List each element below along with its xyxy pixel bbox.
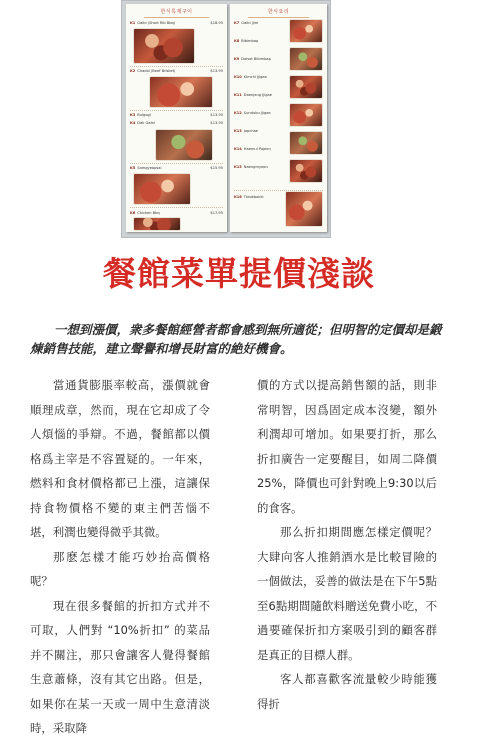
menu-item-code: K1 bbox=[130, 21, 136, 25]
menu-item bbox=[130, 112, 223, 118]
menu-item bbox=[234, 194, 287, 200]
menu-item-code: K7 bbox=[234, 21, 240, 25]
menu-item-name: Chadol (Beef Brisket) bbox=[137, 69, 176, 73]
menu-item-name: Haemul Pajeon bbox=[243, 147, 271, 151]
menu-item bbox=[130, 68, 223, 74]
menu-heading-left bbox=[126, 8, 227, 18]
menu-page-left bbox=[126, 4, 227, 232]
paragraph: 現在很多餐館的折扣方式并不可取，人們對 “10%折扣” 的菜品并不關注，那只會讓客人覺得餐館生意蕭條，沒有其它出路。但是，如果你在某一天或一周中生意清淡時，采取降 bbox=[30, 598, 210, 735]
food-photo bbox=[290, 132, 322, 154]
food-photo bbox=[290, 48, 322, 70]
menu-item-name: Chicken Bbq bbox=[137, 211, 160, 215]
menu-item-name: Japchae bbox=[243, 129, 259, 133]
menu-item-name: Dolsot Bibimbap bbox=[241, 57, 271, 61]
menu-item bbox=[234, 74, 287, 80]
article-title: 餐館菜單提價淺談 bbox=[103, 254, 375, 293]
paragraph: 客人都喜歡客流量較少時能獲得折 bbox=[257, 672, 437, 711]
food-photo bbox=[290, 160, 322, 182]
menu-item-price: $13.95 bbox=[210, 69, 223, 73]
menu-item-code: K15 bbox=[234, 165, 242, 169]
menu-item-name: Galbi Jjim bbox=[241, 21, 259, 25]
menu-photo bbox=[121, 0, 331, 238]
menu-item-code: K4 bbox=[130, 121, 136, 125]
menu-item-name: Samgyeopsal bbox=[137, 166, 162, 170]
food-photo bbox=[290, 20, 322, 42]
menu-item bbox=[234, 38, 287, 44]
menu-item bbox=[234, 128, 287, 134]
menu-item-name: Sundubu Jjigae bbox=[243, 111, 271, 115]
paragraph: 那么折扣期間應怎樣定價呢？大肆向客人推銷酒水是比較冒險的一個做法，妥善的做法是在下午5點至6點期間隨飲料贈送免費小吃，不過要確保折扣方案吸引到的顧客群是真正的目標人群。 bbox=[257, 525, 437, 662]
menu-item bbox=[130, 20, 223, 26]
menu-item-price: $13.95 bbox=[210, 121, 223, 125]
menu-item-name: Doenjang Jjigae bbox=[243, 93, 272, 97]
food-photo bbox=[290, 76, 322, 98]
menu-item bbox=[234, 164, 287, 170]
menu-item-code: K13 bbox=[234, 129, 242, 133]
menu-item-name: Kimchi Jjigae bbox=[243, 75, 267, 79]
paragraph: 當通貨膨脹率較高，漲價就會順理成章，然而，現在它却成了令人煩惱的爭辯。不過，餐館都以價格爲主宰是不容置疑的。一年來，燃料和食材價格都已上漲，這讓保持食物價格不變的東主們苦惱不堪，利潤也變得微乎其微。 bbox=[30, 378, 210, 539]
menu-item-name: Bibimbap bbox=[241, 39, 259, 43]
food-photo bbox=[134, 174, 190, 204]
menu-item-code: K6 bbox=[130, 211, 136, 215]
paragraph: 那麽怎樣才能巧妙抬高價格呢？ bbox=[30, 549, 210, 588]
article-lead: 一想到漲價，衆多餐館經營者都會感到無所適從；但明智的定價却是鍛煉銷售技能，建立聲譽和增長財富的絶好機會。 bbox=[30, 322, 442, 356]
menu-item-name: Dak Galbi bbox=[137, 121, 155, 125]
menu-item bbox=[130, 165, 223, 171]
food-photo bbox=[134, 29, 194, 63]
menu-item-code: K10 bbox=[234, 75, 242, 79]
menu-item bbox=[234, 20, 287, 26]
menu-item-name: Bulgogi bbox=[137, 113, 151, 117]
menu-item-price: $13.95 bbox=[210, 113, 223, 117]
menu-item-price: $15.95 bbox=[210, 166, 223, 170]
menu-heading-text: 한식요리 bbox=[267, 9, 290, 15]
menu-item-code: K16 bbox=[234, 195, 242, 199]
menu-item bbox=[234, 146, 287, 152]
menu-heading-text: 한식특제구이 bbox=[160, 9, 193, 15]
menu-item-code: K12 bbox=[234, 111, 242, 115]
menu-item-code: K3 bbox=[130, 113, 136, 117]
menu-item-code: K5 bbox=[130, 166, 136, 170]
food-photo bbox=[156, 130, 212, 160]
food-photo bbox=[150, 77, 212, 107]
menu-item-code: K2 bbox=[130, 69, 136, 73]
food-photo bbox=[290, 104, 322, 126]
menu-item-price: $17.95 bbox=[210, 211, 223, 215]
body-column-right bbox=[257, 373, 437, 716]
body-column-left bbox=[30, 373, 210, 741]
menu-item-code: K9 bbox=[234, 57, 240, 61]
menu-item bbox=[130, 120, 223, 126]
menu-item bbox=[234, 56, 287, 62]
menu-page-right bbox=[230, 4, 327, 232]
paragraph: 價的方式以提高銷售額的話，則非常明智，因爲固定成本沒變，額外利潤却可增加。如果要打折，那么折扣廣告一定要醒目，如周二降價25%，降價也可針對晚上9:30以后的食客。 bbox=[257, 378, 437, 515]
menu-item-name: Naengmyeon bbox=[243, 165, 268, 169]
food-photo bbox=[286, 192, 322, 226]
menu-item-code: K8 bbox=[234, 39, 240, 43]
food-photo bbox=[134, 218, 180, 230]
menu-item-code: K14 bbox=[234, 147, 242, 151]
menu-item-name: Tteokbokki bbox=[243, 195, 264, 199]
menu-item bbox=[234, 92, 287, 98]
menu-item-price: $18.95 bbox=[210, 21, 223, 25]
menu-item-name: Galbi (Short Rib Bbq) bbox=[137, 21, 176, 25]
menu-item bbox=[234, 110, 287, 116]
menu-item bbox=[130, 210, 223, 216]
menu-heading-right bbox=[230, 8, 327, 18]
menu-item-code: K11 bbox=[234, 93, 242, 97]
